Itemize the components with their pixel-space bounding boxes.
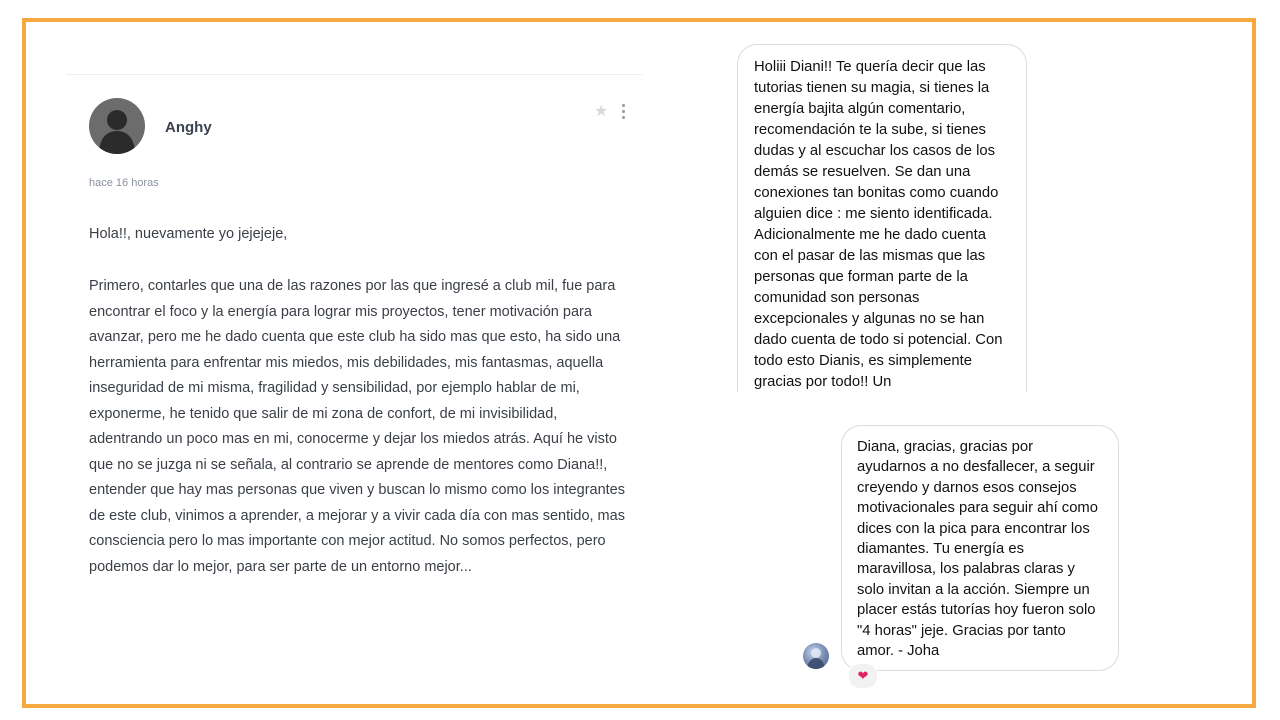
sender-avatar[interactable]	[803, 643, 829, 669]
profile-photo-icon	[803, 643, 829, 669]
chat-message-2-text: Diana, gracias, gracias por ayudarnos a no desfallecer, a seguir creyendo y darnos esos consejos motivacionales para seguir ahí como dices con la pica para encontrar los diamantes. Tu energía es maravillosa, los palabras claras y solo invitan a la acción. Siempre un placer estás tutorías hoy fueron solo "4 horas" jeje. Gracias por tanto amor. - Joha	[857, 439, 1098, 660]
testimonial-frame	[22, 18, 1256, 708]
default-avatar-icon	[89, 98, 145, 154]
post-actions	[594, 102, 629, 121]
chat-message-1-text: Holiii Diani!! Te quería decir que las tutorias tienen su magia, si tienes la energía bajita algún comentario, recomendación te la sube, si tienes dudas y al escuchar los casos de los demás se resuelven. Se dan una conexiones tan bonitas como cuando alguien dice : me siento identificada. Adicionalmente me he dado cuenta con el pasar de las mismas que las personas que forman parte de la comunidad son personas excepcionales y algunas no se han dado cuenta de todo si potencial. Con todo esto Dianis, es simplemente gracias por todo!! Un	[754, 59, 1003, 390]
post-timestamp: hace 16 horas	[89, 177, 159, 189]
chat-bubble-1	[737, 44, 1027, 392]
star-icon[interactable]: ★	[594, 102, 609, 120]
chat-bubble-2	[841, 425, 1119, 671]
post-greeting: Hola!!, nuevamente yo jejejeje,	[89, 226, 288, 242]
heart-reaction[interactable]	[848, 663, 878, 689]
heart-icon: ❤	[857, 668, 869, 683]
author-name[interactable]: Anghy	[165, 119, 212, 136]
post-divider	[66, 74, 642, 75]
post-body: Primero, contarles que una de las razones por las que ingresé a club mil, fue para encontrar el foco y la energía para lograr mis proyectos, tener motivación para avanzar, pero me he dado cuenta que este club ha sido mas que esto, ha sido una herramienta para enfrentar mis miedos, mis debilidades, mis fantasmas, aquella inseguridad de mi misma, fragilidad y sensibilidad, por ejemplo hablar de mi, exponerme, he tenido que salir de mi zona de confort, de mi invisibilidad, adentrando un poco mas en mi, conocerme y dejar los miedos atrás. Aquí he visto que no se juzga ni se señala, al contrario se aprende de mentores como Diana!!, entender que hay mas personas que viven y buscan lo mismo como los integrantes de este club, vinimos a aprender, a mejorar y a vivir cada día con mas sentido, mas consciencia pero lo mas importante con mejor actitud. No somos perfectos, pero podemos dar lo mejor, para ser parte de un entorno mejor...	[89, 278, 625, 575]
author-avatar[interactable]	[89, 98, 145, 154]
more-options-icon[interactable]	[618, 102, 629, 121]
